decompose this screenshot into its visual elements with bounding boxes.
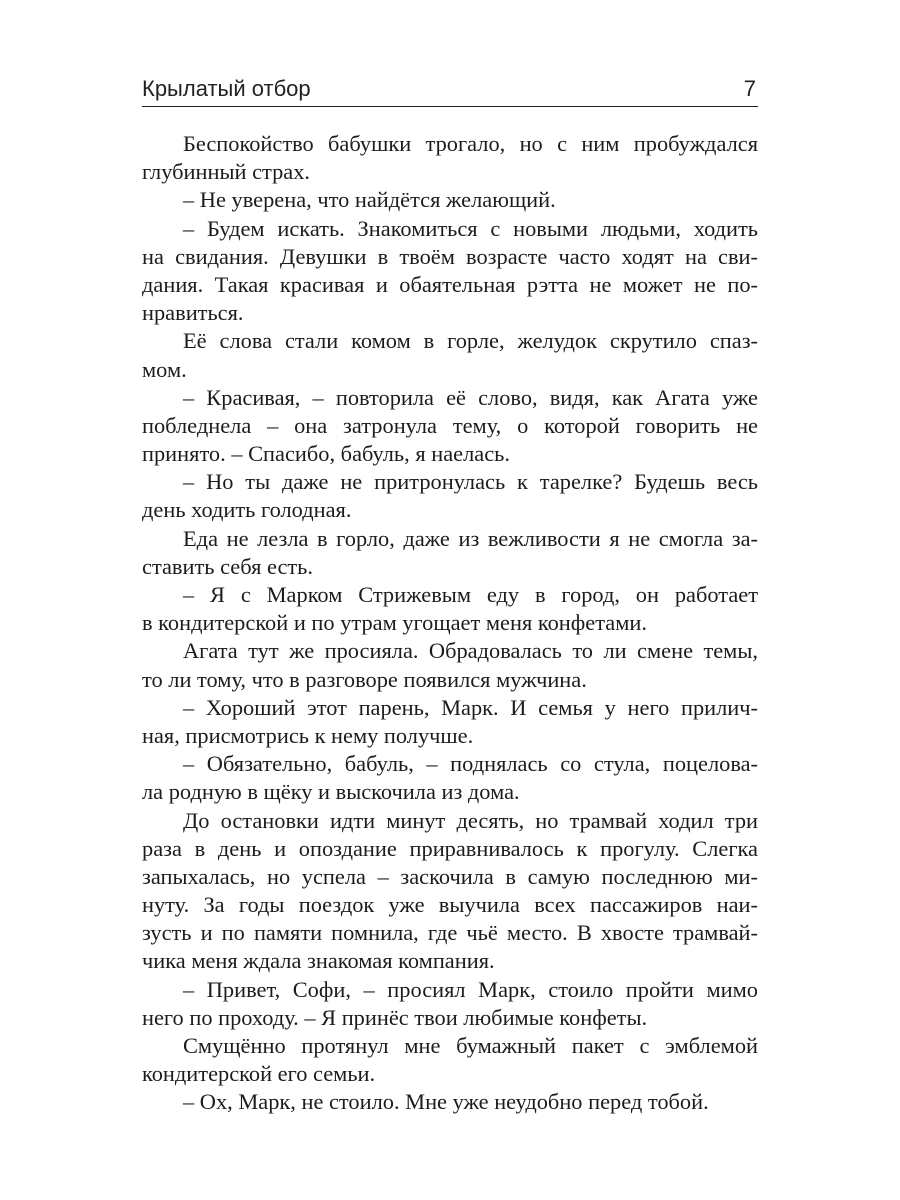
- text-line: Беспокойство бабушки трогало, но с ним пробуждался: [183, 131, 758, 156]
- page-number: 7: [743, 76, 756, 101]
- text-line: кондитерской его семьи.: [142, 1061, 376, 1087]
- text-line: – Красивая, – повторила её слово, видя, как Агата уже: [183, 384, 758, 410]
- text-line: глубинный страх.: [142, 159, 311, 185]
- text-line: До остановки идти минут десять, но трамвай ходил три: [183, 807, 758, 833]
- text-line: нуту. За годы поездок уже выучила всех пассажиров наи-: [142, 892, 758, 918]
- text-line: ная, присмотрись к нему получше.: [142, 722, 474, 748]
- running-head: [142, 70, 758, 107]
- text-line: – Будем искать. Знакомиться с новыми людьми, ходить: [183, 215, 758, 241]
- text-line: запыхалась, но успела – заскочила в самую последнюю ми-: [142, 863, 758, 889]
- text-line: ставить себя есть.: [142, 553, 313, 579]
- text-line: то ли тому, что в разговоре появился мужчина.: [142, 666, 587, 692]
- text-line: чика меня ждала знакомая компания.: [142, 948, 495, 974]
- text-line: день ходить голодная.: [142, 497, 352, 523]
- text-line: на свидания. Девушки в твоём возрасте часто ходят на сви-: [142, 243, 758, 269]
- text-line: – Я с Марком Стрижевым еду в город, он работает: [183, 582, 758, 607]
- body-text: [142, 130, 758, 1117]
- text-line: – Хороший этот парень, Марк. И семья у него прилич-: [183, 694, 758, 720]
- text-line: зусть и по памяти помнила, где чьё место. В хвосте трамвай-: [142, 920, 758, 946]
- text-line: – Обязательно, бабуль, – поднялась со стула, поцелова-: [183, 751, 758, 777]
- text-line: – Привет, Софи, – просиял Марк, стоило пройти мимо: [183, 976, 758, 1002]
- text-line: Смущённо протянул мне бумажный пакет с эмблемой: [183, 1033, 758, 1058]
- text-line: него по проходу. – Я принёс твои любимые конфеты.: [142, 1004, 648, 1030]
- text-line: побледнела – она затронула тему, о которой говорить не: [142, 412, 758, 438]
- book-title: Крылатый отбор: [142, 76, 311, 101]
- text-line: в кондитерской и по утрам угощает меня конфетами.: [142, 610, 647, 636]
- text-line: – Ох, Марк, не стоило. Мне уже неудобно перед тобой.: [183, 1089, 709, 1115]
- text-line: раза в день и опоздание приравнивалось к прогулу. Слегка: [142, 835, 758, 861]
- text-line: – Не уверена, что найдётся желающий.: [183, 187, 556, 213]
- text-line: мом.: [142, 356, 187, 382]
- text-line: – Но ты даже не притронулась к тарелке? Будешь весь: [183, 469, 758, 495]
- text-line: Агата тут же просияла. Обрадовалась то ли смене темы,: [183, 638, 758, 664]
- text-line: ла родную в щёку и выскочила из дома.: [142, 779, 520, 805]
- text-line: Её слова стали комом в горле, желудок скрутило спаз-: [183, 328, 758, 354]
- text-line: принято. – Спасибо, бабуль, я наелась.: [142, 441, 510, 467]
- text-line: дания. Такая красивая и обаятельная рэтта не может не по-: [142, 271, 758, 297]
- text-line: Еда не лезла в горло, даже из вежливости я не смогла за-: [183, 525, 758, 551]
- text-line: нравиться.: [142, 300, 244, 326]
